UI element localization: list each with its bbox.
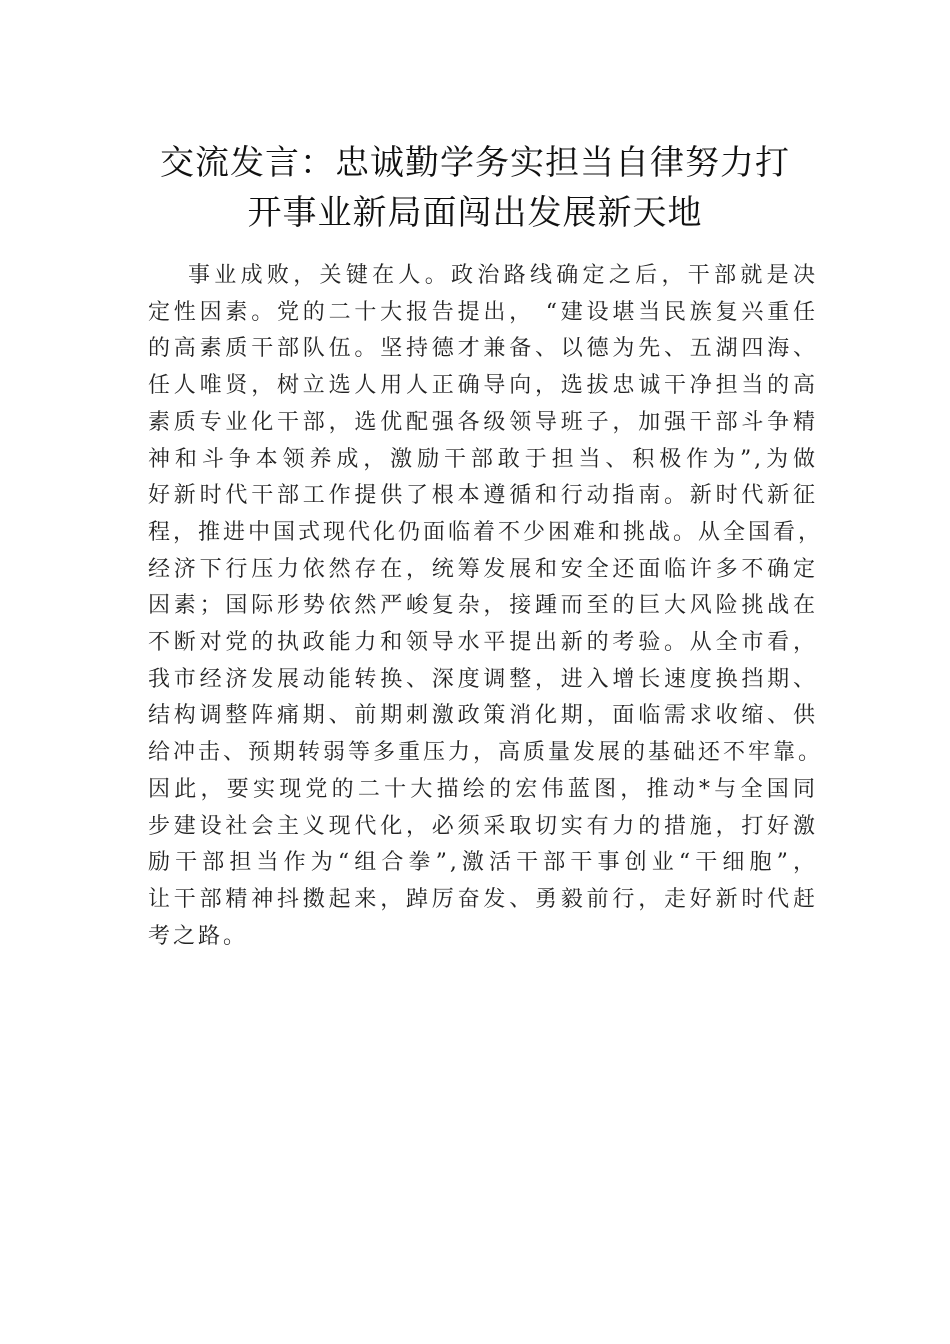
body-line: 神和斗争本领养成，激励干部敢于担当、积极作为”,为做: [148, 446, 818, 472]
title-line-1: 交流发言：忠诚勤学务实担当自律努力打: [160, 143, 790, 183]
body-line: 励干部担当作为“组合拳”,激活干部干事创业“干细胞”，: [148, 850, 818, 876]
body-line: 因素；国际形势依然严峻复杂，接踵而至的巨大风险挑战在: [148, 593, 818, 619]
body-line: 我市经济发展动能转换、深度调整，进入增长速度换挡期、: [148, 666, 818, 692]
body-line: 素质专业化干部，选优配强各级领导班子，加强干部斗争精: [148, 409, 818, 435]
body-line: 的高素质干部队伍。坚持德才兼备、以德为先、五湖四海、: [148, 336, 818, 362]
body-line: 经济下行压力依然存在，统筹发展和安全还面临许多不确定: [148, 556, 818, 582]
body-line: 让干部精神抖擞起来，踔厉奋发、勇毅前行，走好新时代赶: [148, 886, 818, 912]
body-line: 事业成败，关键在人。政治路线确定之后，干部就是决: [188, 263, 818, 288]
body-line: 定性因素。党的二十大报告提出， “建设堪当民族复兴重任: [148, 299, 818, 325]
body-line: 考之路。: [148, 923, 249, 949]
body-line: 步建设社会主义现代化，必须采取切实有力的措施，打好激: [148, 813, 818, 839]
body-line: 不断对党的执政能力和领导水平提出新的考验。从全市看，: [148, 630, 818, 656]
body-paragraph: [148, 258, 824, 955]
title-line-2: 开事业新局面闯出发展新天地: [247, 193, 703, 233]
body-line: 好新时代干部工作提供了根本遵循和行动指南。新时代新征: [148, 483, 818, 509]
document-title: [140, 138, 810, 238]
body-line: 任人唯贤，树立选人用人正确导向，选拔忠诚干净担当的高: [148, 373, 818, 399]
body-line: 程，推进中国式现代化仍面临着不少困难和挑战。从全国看，: [148, 519, 824, 545]
body-line: 结构调整阵痛期、前期刺激政策消化期，面临需求收缩、供: [148, 703, 818, 729]
body-line: 给冲击、预期转弱等多重压力，高质量发展的基础还不牢靠。: [148, 740, 824, 766]
body-line: 因此，要实现党的二十大描绘的宏伟蓝图，推动*与全国同: [148, 776, 818, 802]
